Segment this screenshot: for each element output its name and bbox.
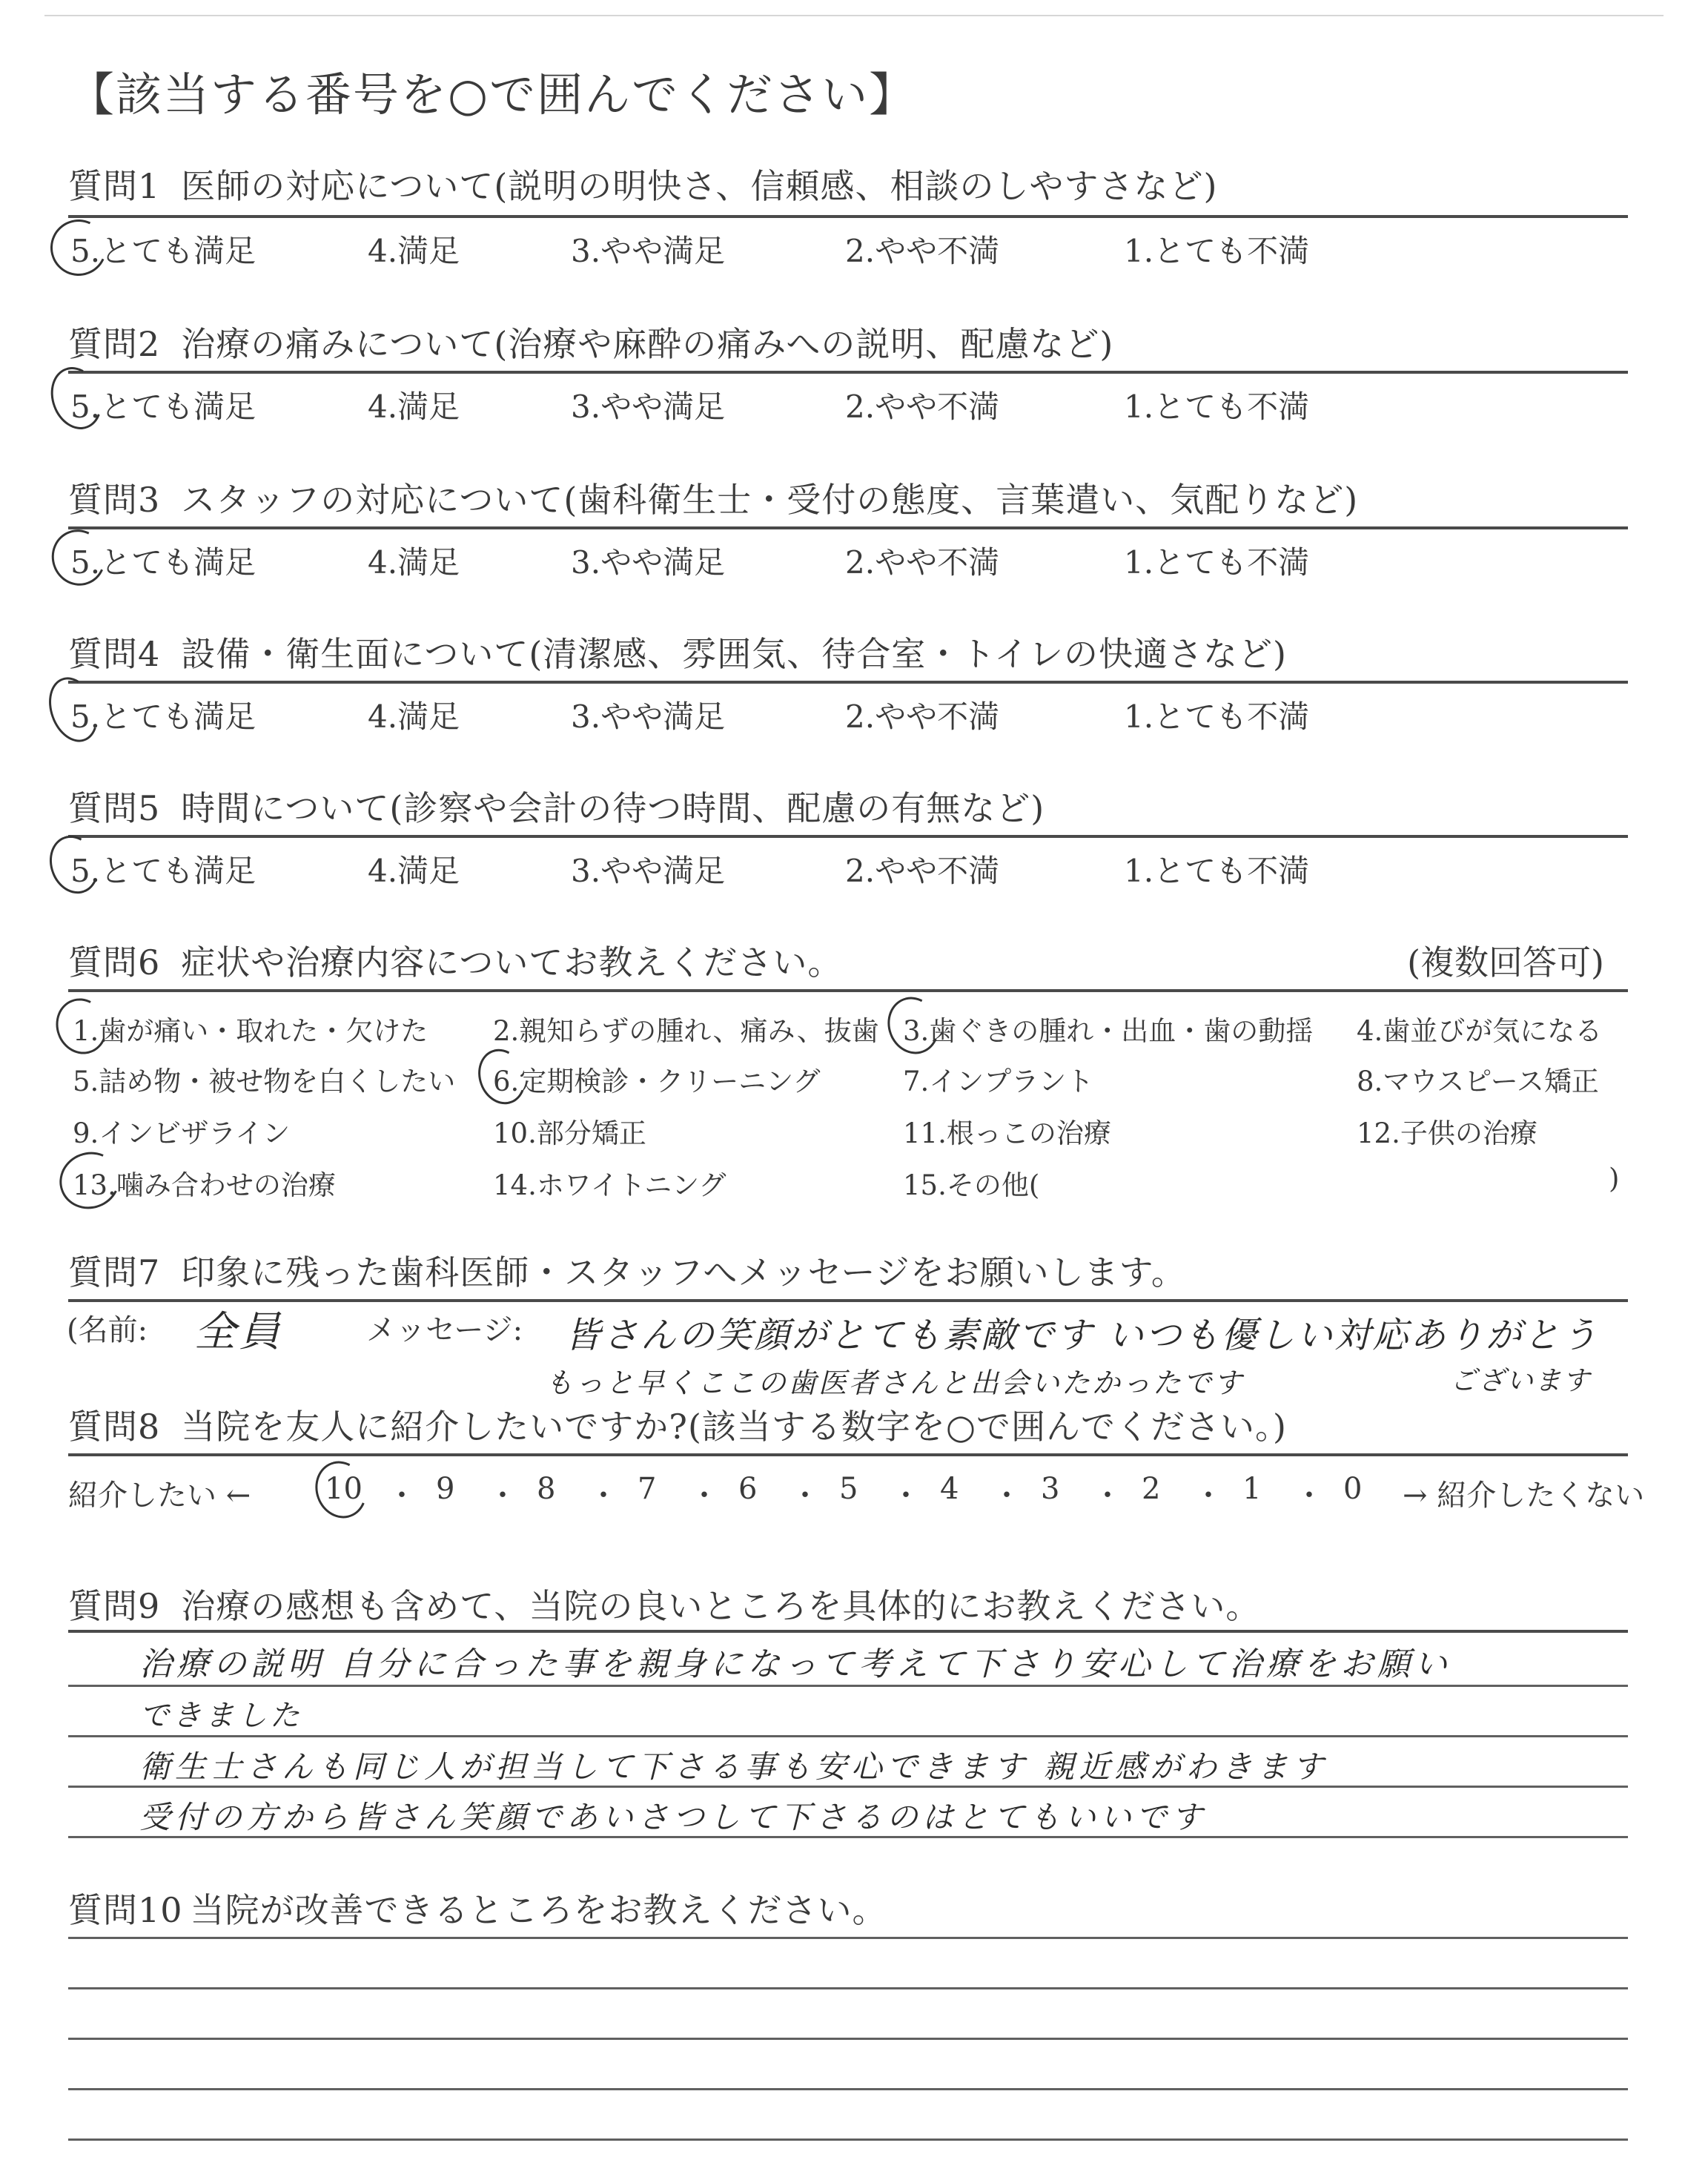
question-text: 当院を友人に紹介したいですか?(該当する数字を○で囲んでください。) (181, 1407, 1287, 1447)
question-3 (68, 473, 1358, 522)
q6-option-6[interactable]: 6.定期検診・クリーニング (493, 1066, 821, 1097)
question-text: 症状や治療内容についてお教えください。 (181, 942, 843, 982)
option-2[interactable]: 2.やや不満 (845, 853, 1000, 889)
selected-circle-mark (308, 1454, 375, 1526)
answer-line[interactable] (68, 1937, 1628, 1939)
option-3[interactable]: 3.やや満足 (571, 853, 726, 889)
top-border (44, 15, 1664, 16)
question-number: 質問10 (68, 1890, 183, 1930)
option-1[interactable]: 1.とても不満 (1124, 233, 1310, 269)
option-5[interactable]: 5.とても満足 (70, 544, 256, 581)
option-4[interactable]: 4.満足 (368, 544, 460, 581)
message-line-2b[interactable]: ございます (1450, 1366, 1592, 1396)
option-1[interactable]: 1.とても不満 (1124, 544, 1310, 581)
question-9 (68, 1579, 1260, 1628)
option-4[interactable]: 4.満足 (368, 233, 460, 269)
q6-option-5[interactable]: 5.詰め物・被せ物を白くしたい (73, 1066, 456, 1097)
option-1[interactable]: 1.とても不満 (1124, 698, 1310, 735)
q6-option-2[interactable]: 2.親知らずの腫れ、痛み、抜歯 (493, 1015, 879, 1047)
message-label: メッセージ: (366, 1313, 523, 1347)
question-text: スタッフの対応について(歯科衛生士・受付の態度、言葉遣い、気配りなど) (181, 480, 1359, 520)
scale-dot: ・ (387, 1479, 417, 1513)
q6-option-13[interactable]: 13.噛み合わせの治療 (73, 1169, 336, 1201)
question-1-rule (68, 215, 1628, 218)
question-number: 質問7 (68, 1252, 161, 1292)
option-5[interactable]: 5.とても満足 (70, 853, 256, 889)
question-9-rule (68, 1630, 1628, 1633)
answer-line[interactable] (68, 2088, 1628, 2090)
q6-option-3[interactable]: 3.歯ぐきの腫れ・出血・歯の動揺 (903, 1015, 1314, 1047)
question-text: 時間について(診察や会計の待つ時間、配慮の有無など) (181, 788, 1045, 828)
option-3[interactable]: 3.やや満足 (571, 698, 726, 735)
scale-dot: ・ (1294, 1479, 1324, 1513)
scale-6[interactable]: 6 (738, 1472, 758, 1506)
option-4[interactable]: 4.満足 (368, 389, 460, 425)
scale-dot: ・ (1194, 1479, 1223, 1513)
scale-2[interactable]: 2 (1142, 1472, 1161, 1506)
option-2[interactable]: 2.やや不満 (845, 698, 1000, 735)
scale-0[interactable]: 0 (1343, 1472, 1363, 1506)
option-2[interactable]: 2.やや不満 (845, 389, 1000, 425)
question-number: 質問9 (68, 1586, 161, 1626)
page-title: 【該当する番号を○で囲んでください】 (68, 67, 917, 122)
option-4[interactable]: 4.満足 (368, 853, 460, 889)
question-number: 質問3 (68, 480, 161, 520)
question-4 (68, 627, 1287, 676)
question-text: 治療の感想も含めて、当院の良いところを具体的にお教えください。 (181, 1586, 1261, 1626)
question-6 (68, 936, 842, 985)
question-number: 質問4 (68, 634, 161, 674)
scale-dot: ・ (790, 1479, 820, 1513)
question-number: 質問2 (68, 324, 161, 364)
selected-circle-mark (48, 991, 115, 1062)
question-5-rule (68, 835, 1628, 838)
selected-circle-mark (471, 1043, 533, 1112)
question-text: 治療の痛みについて(治療や麻酔の痛みへの説明、配慮など) (181, 324, 1114, 364)
selected-circle-mark (880, 990, 947, 1062)
q6-option-15-close: ) (1609, 1163, 1620, 1195)
q6-option-1[interactable]: 1.歯が痛い・取れた・欠けた (73, 1015, 428, 1047)
option-3[interactable]: 3.やや満足 (571, 544, 726, 581)
answer-line (68, 1735, 1628, 1737)
answer-line[interactable] (68, 2038, 1628, 2040)
name-value[interactable]: 全員 (194, 1308, 283, 1356)
scale-1[interactable]: 1 (1242, 1472, 1262, 1506)
q9-answer-line-4[interactable]: 受付の方から皆さん笑顔であいさつして下さるのはとてもいいです (139, 1799, 1208, 1835)
question-number: 質問1 (68, 166, 161, 206)
option-2[interactable]: 2.やや不満 (845, 544, 1000, 581)
scale-5[interactable]: 5 (839, 1472, 858, 1506)
question-text: 当院が改善できるところをお教えください。 (190, 1890, 887, 1930)
question-number: 質問5 (68, 788, 161, 828)
answer-line[interactable] (68, 2138, 1628, 2141)
option-2[interactable]: 2.やや不満 (845, 233, 1000, 269)
question-text: 印象に残った歯科医師・スタッフへメッセージをお願いします。 (181, 1252, 1186, 1292)
question-2 (68, 317, 1113, 366)
option-5[interactable]: 5.とても満足 (70, 698, 256, 735)
scale-7[interactable]: 7 (638, 1472, 657, 1506)
scale-right-label: → 紹介したくない (1403, 1479, 1645, 1513)
option-1[interactable]: 1.とても不満 (1124, 389, 1310, 425)
scale-dot: ・ (689, 1479, 719, 1513)
message-line-2[interactable]: もっと早くここの歯医者さんと出会いたかったです (545, 1367, 1245, 1399)
q6-option-10[interactable]: 10.部分矯正 (493, 1117, 646, 1149)
question-7 (68, 1246, 1186, 1295)
q9-answer-line-1[interactable]: 治療の説明 自分に合った事を親身になって考えて下さり安心して治療をお願い (139, 1645, 1452, 1683)
q6-option-7[interactable]: 7.インプラント (903, 1066, 1094, 1097)
option-5[interactable]: 5.とても満足 (70, 389, 256, 425)
q6-option-12[interactable]: 12.子供の治療 (1357, 1117, 1537, 1149)
scale-dot: ・ (1093, 1479, 1122, 1513)
selected-circle-mark (42, 211, 114, 283)
question-text: 医師の対応について(説明の明快さ、信頼感、相談のしやすさなど) (181, 166, 1218, 206)
q6-option-15[interactable]: 15.その他( (903, 1169, 1040, 1201)
scale-10[interactable]: 10 (325, 1472, 363, 1506)
question-8-rule (68, 1453, 1628, 1456)
message-line-1[interactable]: 皆さんの笑顔がとても素敵です いつも優しい対応ありがとう (565, 1315, 1600, 1356)
question-3-rule (68, 526, 1628, 529)
scale-dot: ・ (589, 1479, 618, 1513)
question-1 (68, 159, 1217, 208)
selected-circle-mark (51, 1143, 128, 1217)
question-2-rule (68, 371, 1628, 374)
scale-left-label: 紹介したい ← (68, 1479, 251, 1513)
option-1[interactable]: 1.とても不満 (1124, 853, 1310, 889)
multiple-answers-note: (複数回答可) (1407, 942, 1604, 982)
question-6-rule (68, 989, 1628, 992)
question-5 (68, 782, 1045, 830)
q6-option-14[interactable]: 14.ホワイトニング (493, 1169, 726, 1201)
question-4-rule (68, 681, 1628, 684)
option-5[interactable]: 5.とても満足 (70, 233, 256, 269)
question-number: 質問8 (68, 1407, 161, 1447)
scale-4[interactable]: 4 (940, 1472, 959, 1506)
scale-dot: ・ (488, 1479, 517, 1513)
q6-option-8[interactable]: 8.マウスピース矯正 (1357, 1066, 1599, 1097)
scale-9[interactable]: 9 (436, 1472, 455, 1506)
answer-line (68, 1685, 1628, 1687)
question-text: 設備・衛生面について(清潔感、雰囲気、待合室・トイレの快適さなど) (181, 634, 1287, 674)
question-number: 質問6 (68, 942, 161, 982)
option-3[interactable]: 3.やや満足 (571, 389, 726, 425)
q6-option-4[interactable]: 4.歯並びが気になる (1357, 1015, 1603, 1047)
q9-answer-line-2[interactable]: できました (139, 1699, 302, 1733)
option-4[interactable]: 4.満足 (368, 698, 460, 735)
q6-option-9[interactable]: 9.インビザライン (73, 1117, 291, 1149)
answer-line[interactable] (68, 1987, 1628, 1989)
q9-answer-line-3[interactable]: 衛生士さんも同じ人が担当して下さる事も安心できます 親近感がわきます (139, 1748, 1328, 1785)
q6-option-11[interactable]: 11.根っこの治療 (903, 1117, 1111, 1149)
question-8 (68, 1400, 1287, 1449)
scale-3[interactable]: 3 (1041, 1472, 1060, 1506)
scale-dot: ・ (891, 1479, 921, 1513)
option-3[interactable]: 3.やや満足 (571, 233, 726, 269)
question-7-rule (68, 1299, 1628, 1302)
question-10 (68, 1883, 887, 1932)
name-label: (名前: (67, 1313, 148, 1347)
scale-8[interactable]: 8 (537, 1472, 556, 1506)
scale-dot: ・ (992, 1479, 1022, 1513)
